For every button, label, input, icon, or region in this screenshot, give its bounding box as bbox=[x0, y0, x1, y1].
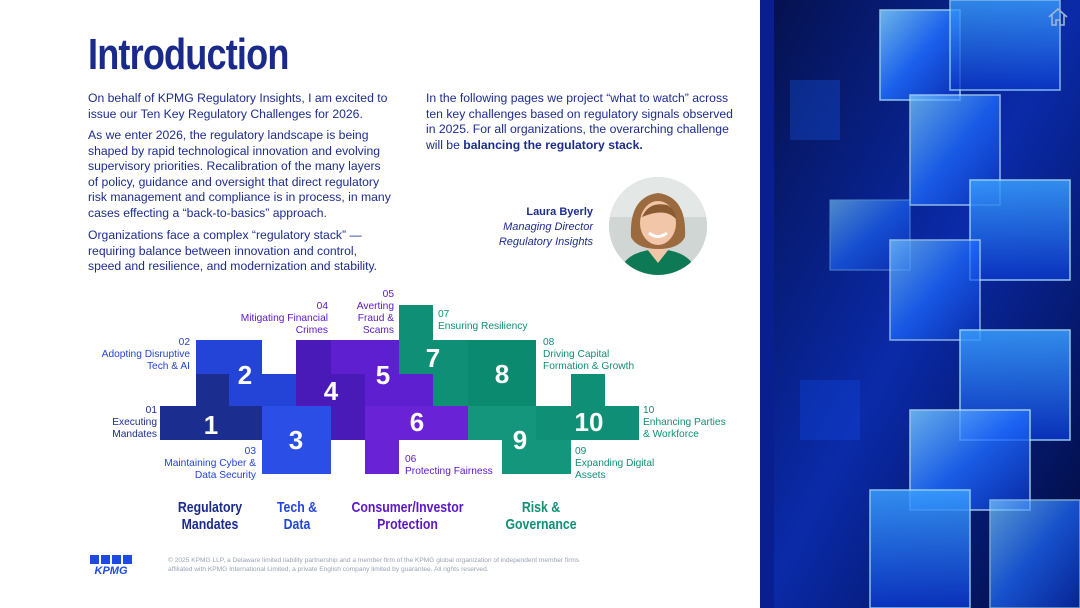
challenge-title-6: Protecting Fairness bbox=[405, 466, 493, 477]
piece-number-10: 10 bbox=[574, 407, 604, 437]
challenge-label-10 bbox=[643, 405, 733, 441]
copyright-text: © 2025 KPMG LLP, a Delaware limited liability partnership and a member firm of the KPMG global organization of independent member firms affiliated with KPMG International Limited, a private English company limited by guarantee. All rights reserved. bbox=[168, 557, 580, 573]
piece-number-4: 4 bbox=[323, 376, 339, 406]
challenge-label-7 bbox=[438, 309, 538, 333]
home-icon[interactable] bbox=[1046, 6, 1070, 33]
challenge-label-8 bbox=[543, 337, 643, 373]
challenge-code-10: 10 bbox=[643, 405, 655, 416]
challenge-label-2 bbox=[96, 337, 190, 373]
challenge-title-5: Averting Fraud & Scams bbox=[356, 301, 394, 336]
piece-number-9: 9 bbox=[512, 425, 528, 455]
challenge-label-1 bbox=[96, 405, 157, 441]
signature-role: Managing Director bbox=[503, 221, 593, 233]
piece-number-3: 3 bbox=[288, 425, 304, 455]
challenge-code-8: 08 bbox=[543, 337, 555, 348]
category-line-1: Consumer/Investor bbox=[351, 499, 464, 516]
challenge-code-7: 07 bbox=[438, 309, 450, 320]
category-regulatory-mandates bbox=[169, 499, 251, 533]
challenge-label-3 bbox=[160, 446, 256, 482]
signature-department: Regulatory Insights bbox=[498, 236, 593, 248]
challenge-code-2: 02 bbox=[178, 337, 190, 348]
challenge-title-10: Enhancing Parties & Workforce bbox=[643, 417, 726, 440]
intro-paragraph-2: As we enter 2026, the regulatory landscape is being shaped by rapid technological innovation and evolving supervisory priorities. Recalibration of the many layers of policy, guidance and oversight that direct regulatory risk management and compliance is in process, in many cases effecting a “back-to-basics” approach. bbox=[88, 128, 391, 220]
piece-number-6: 6 bbox=[409, 407, 425, 437]
category-risk-governance bbox=[504, 499, 578, 533]
piece-number-5: 5 bbox=[375, 360, 391, 390]
category-consumer-investor-protection bbox=[344, 499, 471, 533]
page-title: Introduction bbox=[88, 30, 289, 79]
challenge-code-4: 04 bbox=[316, 301, 328, 312]
challenge-code-9: 09 bbox=[575, 446, 587, 457]
kpmg-logo bbox=[90, 555, 134, 580]
piece-number-1: 1 bbox=[203, 410, 219, 440]
signature-name: Laura Byerly bbox=[526, 206, 593, 218]
category-line-2: Data bbox=[283, 516, 311, 533]
piece-number-7: 7 bbox=[425, 343, 441, 373]
challenge-title-8: Driving Capital Formation & Growth bbox=[543, 349, 635, 372]
category-line-1: Regulatory bbox=[177, 499, 243, 516]
category-line-1: Risk & bbox=[521, 499, 561, 516]
svg-text:KPMG: KPMG bbox=[94, 565, 128, 575]
piece-number-2: 2 bbox=[237, 360, 253, 390]
category-line-2: Governance bbox=[505, 516, 577, 533]
intro-paragraph-4-bold: balancing the regulatory stack. bbox=[463, 137, 643, 152]
category-tech-data bbox=[260, 499, 334, 533]
category-line-1: Tech & bbox=[276, 499, 318, 516]
challenge-code-5: 05 bbox=[382, 289, 394, 300]
hero-glass-cubes-image bbox=[760, 0, 1080, 608]
challenge-label-9 bbox=[575, 446, 655, 482]
challenge-label-6 bbox=[405, 454, 505, 478]
challenge-title-4: Mitigating Financial Crimes bbox=[240, 313, 328, 336]
challenge-title-2: Adopting Disruptive Tech & AI bbox=[101, 349, 190, 372]
intro-paragraph-1: On behalf of KPMG Regulatory Insights, I am excited to issue our Ten Key Regulatory Challenges for 2026. bbox=[88, 91, 388, 121]
challenge-title-7: Ensuring Resiliency bbox=[438, 321, 528, 332]
piece-number-8: 8 bbox=[494, 359, 510, 389]
challenge-code-1: 01 bbox=[145, 405, 157, 416]
challenge-label-5 bbox=[344, 289, 394, 337]
challenge-title-1: Executing Mandates bbox=[112, 417, 157, 440]
challenge-code-6: 06 bbox=[405, 454, 417, 465]
challenge-title-9: Expanding Digital Assets bbox=[575, 458, 655, 481]
challenge-label-4 bbox=[232, 301, 328, 337]
category-line-2: Mandates bbox=[181, 516, 239, 533]
intro-paragraph-4-text: In the following pages we project “what to watch” across ten key challenges based on regulatory signals observed in 2025. For all organizations, the overarching challenge will be bbox=[426, 91, 733, 152]
challenge-title-3: Maintaining Cyber & Data Security bbox=[164, 458, 256, 481]
intro-paragraph-3: Organizations face a complex “regulatory stack” — requiring balance between innovation and control, speed and resilience, and modernization and stability. bbox=[88, 228, 378, 274]
category-line-2: Protection bbox=[377, 516, 438, 533]
challenge-code-3: 03 bbox=[244, 446, 256, 457]
